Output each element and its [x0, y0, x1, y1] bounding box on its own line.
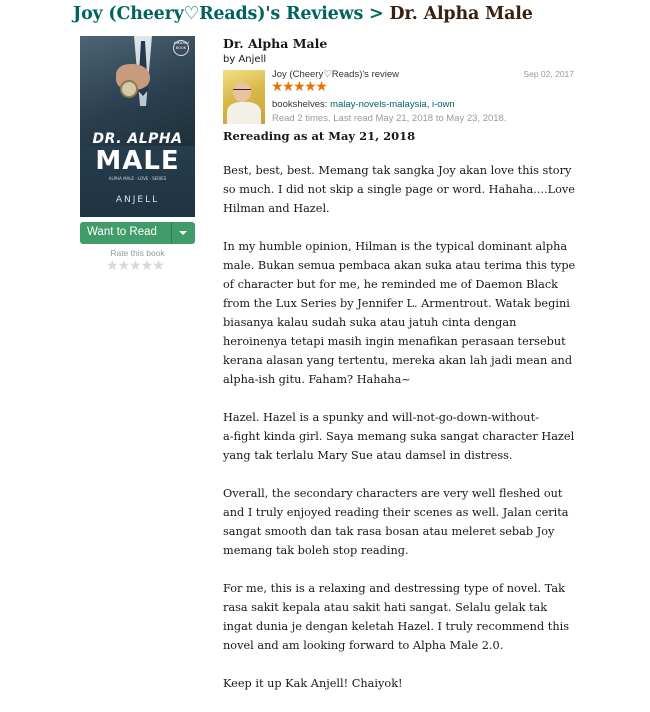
- cover-title-top: DR. ALPHA: [92, 131, 183, 147]
- by-prefix: by: [223, 54, 236, 65]
- cover-title-main: MALE: [95, 146, 180, 176]
- review-line: male. Bukan semua pembaca akan suka atau terima this type: [223, 259, 576, 272]
- review-line: sangat smooth dan tak rasa bosan atau meleret sebab Joy: [223, 525, 555, 538]
- reviewer-suffix: 's review: [362, 69, 400, 80]
- review-line: biasanya kalau sudah suka atau jatuh cinta dengan: [223, 316, 517, 329]
- read-info: Read 2 times. Last read May 21, 2018 to May 23, 2018.: [272, 113, 507, 124]
- breadcrumb-separator: >: [369, 4, 384, 24]
- review-paragraph: [223, 161, 583, 218]
- reviewer-reviews-link[interactable]: Joy (Cheery♡Reads)'s Reviews: [73, 4, 364, 24]
- review-line: In my humble opinion, Hilman is the typical dominant alpha: [223, 240, 568, 253]
- book-title[interactable]: Dr. Alpha Male: [223, 36, 328, 51]
- rereading-heading: Rereading as at May 21, 2018: [223, 129, 416, 143]
- cover-publisher-logo: HIKAYAH BOOK: [173, 40, 189, 56]
- review-date[interactable]: Sep 02, 2017: [523, 69, 574, 79]
- review-line: alpha-ish gitu. Faham? Hahaha~: [223, 373, 411, 386]
- author-link[interactable]: Anjell: [238, 54, 267, 65]
- review-line: novel and am looking forward to Alpha Male 2.0.: [223, 639, 504, 652]
- review-line: a-fight kinda girl. Saya memang suka sangat character Hazel: [223, 430, 575, 443]
- review-line: of character but for me, he reminded me of Daemon Black: [223, 278, 559, 291]
- review-line: so much. I did not skip a single page or word. Hahaha....Love: [223, 183, 575, 196]
- cover-author: ANJELL: [115, 195, 160, 205]
- shelf-separator: ,: [426, 99, 430, 110]
- rate-stars-widget[interactable]: ★★★★★: [106, 258, 164, 274]
- review-line: For me, this is a relaxing and destressing type of novel. Tak: [223, 582, 565, 595]
- want-to-read-label: Want to Read: [87, 226, 157, 238]
- shelf-link-i-own[interactable]: i-own: [432, 99, 455, 110]
- cover-tagline: ALPHA MALE · LOVE · SERIES: [108, 176, 167, 181]
- review-line: Overall, the secondary characters are very well fleshed out: [223, 487, 563, 500]
- review-line: from the Lux Series by Jennifer L. Armentrout. Watak begini: [223, 297, 570, 310]
- review-paragraph: [223, 408, 583, 465]
- review-line: and I truly enjoyed reading their scenes as well. Jalan cerita: [223, 506, 569, 519]
- cover-watch-illustration: [120, 80, 138, 98]
- chevron-down-icon[interactable]: [179, 231, 187, 235]
- review-paragraph: [223, 237, 583, 389]
- want-to-read-button[interactable]: [80, 222, 195, 244]
- reviewer-name-link[interactable]: Joy (Cheery♡Reads): [272, 69, 363, 80]
- avatar[interactable]: [223, 70, 265, 124]
- shelf-link-malay-novels[interactable]: malay-novels-malaysia: [330, 99, 427, 110]
- by-line: [223, 54, 266, 65]
- rate-this-book-label: Rate this book: [110, 248, 165, 258]
- avatar-body: [227, 102, 261, 124]
- avatar-glasses: [233, 89, 251, 94]
- button-divider: [171, 222, 172, 244]
- review-line: rasa sakit kepala atau sakit hati sangat. Selalu gelak tak: [223, 601, 548, 614]
- breadcrumb-book-title: Dr. Alpha Male: [389, 4, 533, 24]
- page-header: [73, 4, 533, 24]
- review-line: heroinenya tetapi masih ingin menafikan perasaan tersebut: [223, 335, 566, 348]
- review-line: memang tak boleh stop reading.: [223, 544, 409, 557]
- review-line: Hilman and Hazel.: [223, 202, 330, 215]
- review-line: Best, best, best. Memang tak sangka Joy akan love this story: [223, 164, 572, 177]
- review-body: [223, 161, 583, 712]
- review-line: Keep it up Kak Anjell! Chaiyok!: [223, 677, 403, 690]
- bookshelves-label: bookshelves:: [272, 99, 328, 110]
- review-line: Hazel. Hazel is a spunky and will-not-go-down-without-: [223, 411, 539, 424]
- review-paragraph: [223, 484, 583, 560]
- review-rating-stars: ★★★★★: [271, 79, 327, 95]
- review-line: kerana alasan yang tertentu, mereka akan lah jadi mean and: [223, 354, 573, 367]
- review-line: ingat dunia je dengan keletah Hazel. I truly recommend this: [223, 620, 570, 633]
- review-line: yang tak terlalu Mary Sue atau damsel in distress.: [223, 449, 513, 462]
- book-cover[interactable]: [80, 36, 195, 217]
- review-paragraph: [223, 579, 583, 655]
- bookshelves-line: [272, 99, 455, 110]
- review-paragraph: [223, 674, 583, 693]
